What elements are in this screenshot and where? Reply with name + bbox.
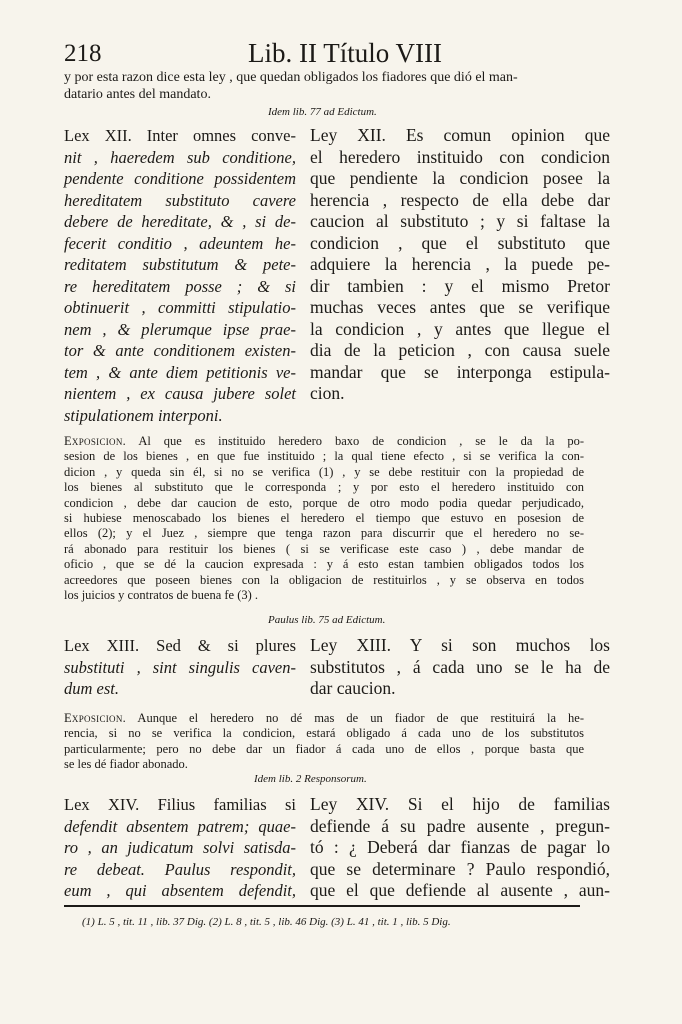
spanish-line: dar caucion. bbox=[310, 678, 396, 698]
latin-line: nit , haeredem sub conditione, bbox=[64, 147, 296, 167]
latin-line: Lex XIII. Sed & si plures bbox=[64, 636, 296, 655]
spanish-line: el heredero instituido con condicion bbox=[310, 146, 610, 167]
expo-line: oficio , que se dé la caucion expresada : y á esto estan tambien obligados todos los bbox=[64, 557, 584, 572]
ley-12-spanish bbox=[310, 125, 610, 405]
expo-line: Exposicion. Aunque el heredero no dé mas de un fiador de que restituirá la he- bbox=[64, 711, 584, 725]
expo-line: dicion , y queda sin él, si no se verifica (1) , y se debe restituir con la propiedad de bbox=[64, 464, 584, 479]
spanish-line: mandar que se interponga estipula- bbox=[310, 361, 610, 382]
expo-line: particularmente; pero no debe dar un fiador á cada uno de ellos , porque basta que bbox=[64, 741, 584, 756]
ley-14-spanish bbox=[310, 794, 610, 902]
latin-line: defendit absentem patrem; quae- bbox=[64, 816, 296, 836]
latin-line: Lex XII. Inter omnes conve- bbox=[64, 126, 296, 145]
latin-line: substituti , sint singulis caven- bbox=[64, 657, 296, 677]
lex-14-latin bbox=[64, 794, 296, 902]
spanish-line: dia de la peticion , con causa suele bbox=[310, 340, 610, 360]
latin-line: obtinuerit , committi stipulatio- bbox=[64, 298, 296, 317]
expo-line: condicion , debe dar caucion de esto, porque de otro modo podia quedar perjudicado, bbox=[64, 495, 584, 510]
latin-line: tor & ante conditionem existen- bbox=[64, 341, 296, 360]
lex-12-latin bbox=[64, 125, 296, 426]
spanish-line: dir tambien : y el mismo Pretor bbox=[310, 275, 610, 296]
exposicion-1 bbox=[64, 434, 584, 603]
citation: Idem lib. 77 ad Edictum. bbox=[268, 106, 377, 118]
latin-line: dum est. bbox=[64, 679, 119, 698]
expo-label: Exposicion. bbox=[64, 711, 127, 725]
ley-13-spanish bbox=[310, 635, 610, 700]
spanish-line: que se determinare ? Paulo respondió, bbox=[310, 858, 610, 879]
latin-line: stipulationem interponi. bbox=[64, 405, 223, 425]
latin-line: debere de hereditate, & , si de- bbox=[64, 212, 296, 231]
latin-line: hereditatem substituto cavere bbox=[64, 190, 296, 210]
latin-line: pendente conditione possidentem bbox=[64, 169, 296, 188]
top-text-line: y por esta razon dice esta ley , que quedan obligados los fiadores que dió el man- bbox=[64, 70, 518, 85]
lex-13-latin bbox=[64, 635, 296, 700]
expo-line: sesion de los bienes , en que fue instituido ; la qual tiene efecto , si se verifica la con- bbox=[64, 449, 584, 464]
spanish-line: defiende á su padre ausente , pregun- bbox=[310, 815, 610, 836]
expo-line: si hubiese menoscabado los bienes el heredero el tiempo que estuvo en posesion de bbox=[64, 511, 584, 526]
spanish-line: muchas veces antes que se verifique bbox=[310, 297, 610, 317]
top-text-line: datario antes del mandato. bbox=[64, 87, 211, 102]
spanish-line: herencia , respecto de ella debe dar bbox=[310, 189, 610, 210]
spanish-line: la condicion , y antes que llegue el bbox=[310, 318, 610, 339]
latin-line: tem , & ante diem petitionis ve- bbox=[64, 362, 296, 382]
spanish-line: Ley XIV. Si el hijo de familias bbox=[310, 794, 610, 814]
page-number: 218 bbox=[64, 40, 102, 67]
expo-line: rencia, si no se verifica la condicion, estará obligado á cada uno de los substitutos bbox=[64, 726, 584, 741]
latin-line: ro , an judicatum solvi satisda- bbox=[64, 838, 296, 857]
expo-label: Exposicion. bbox=[64, 434, 127, 448]
citation: Paulus lib. 75 ad Edictum. bbox=[268, 614, 386, 626]
exposicion-2 bbox=[64, 711, 584, 773]
expo-line: los juicios y contratos de buena fe (3) . bbox=[64, 588, 259, 603]
latin-line: eum , qui absentem defendit, bbox=[64, 881, 296, 900]
latin-line: nientem , ex causa jubere solet bbox=[64, 384, 296, 403]
expo-line: los bienes al substituto que le corresponda ; y por esto el heredero instituido con bbox=[64, 480, 584, 495]
latin-line: nem , & plerumque ipse prae- bbox=[64, 319, 296, 339]
latin-line: re hereditatem posse ; & si bbox=[64, 276, 296, 296]
spanish-line: Ley XIII. Y si son muchos los bbox=[310, 635, 610, 655]
footnotes: (1) L. 5 , tit. 11 , lib. 37 Dig. (2) L. 8 , tit. 5 , lib. 46 Dig. (3) L. 41 , tit. 1 , lib. 5 Dig. bbox=[82, 916, 451, 928]
latin-line: fecerit conditio , adeuntem he- bbox=[64, 233, 296, 253]
spanish-line: tó : ¿ Deberá dar fianzas de pagar lo bbox=[310, 837, 610, 857]
expo-line: se les dé fiador abonado. bbox=[64, 757, 188, 772]
latin-line: re debeat. Paulus respondit, bbox=[64, 859, 296, 879]
spanish-line: condicion , que el substituto que bbox=[310, 232, 610, 253]
spanish-line: substitutos , á cada uno se le ha de bbox=[310, 656, 610, 677]
latin-line: Lex XIV. Filius familias si bbox=[64, 795, 296, 814]
expo-line: acreedores que poseen bienes con la obligacion de restituirlos , y se observa en todos bbox=[64, 572, 584, 587]
spanish-line: adquiere la herencia , la puede pe- bbox=[310, 254, 610, 274]
citation: Idem lib. 2 Responsorum. bbox=[254, 773, 367, 785]
spanish-line: que el que defiende al ausente , aun- bbox=[310, 880, 610, 900]
footnote-rule bbox=[64, 905, 580, 907]
expo-line: rá abonado para restituir los bienes ( si se verificase este caso ) , debe mandar de bbox=[64, 541, 584, 556]
latin-line: reditatem substitutum & pete- bbox=[64, 255, 296, 274]
running-head: Lib. II Título VIII bbox=[248, 38, 442, 68]
expo-line: ellos (2); y el Juez , siempre que tenga razon para discurrir que el heredero no se- bbox=[64, 526, 584, 541]
spanish-line: caucion al substituto ; y si faltase la bbox=[310, 211, 610, 231]
expo-line: Exposicion. Al que es instituido heredero baxo de condicion , se le da la po- bbox=[64, 434, 584, 448]
spanish-line: que pendiente la condicion posee la bbox=[310, 168, 610, 188]
spanish-line: Ley XII. Es comun opinion que bbox=[310, 125, 610, 145]
spanish-line: cion. bbox=[310, 383, 345, 403]
